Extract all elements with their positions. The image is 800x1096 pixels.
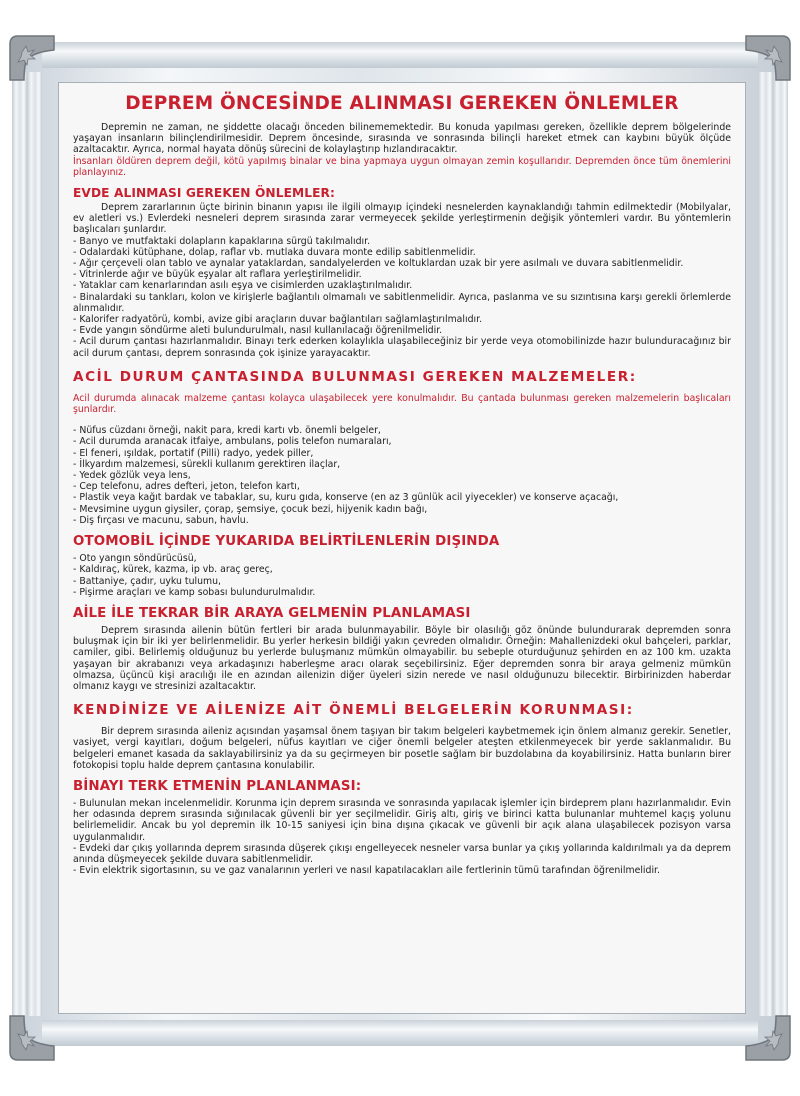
kit-heading: ACİL DURUM ÇANTASINDA BULUNMASI GEREKEN MALZEMELER: bbox=[73, 368, 637, 385]
list-item: - İlkyardım malzemesi, sürekli kullanım gerektiren ilaçlar, bbox=[73, 458, 341, 470]
list-item: - Pişirme araçları ve kamp sobası bulundurulmalıdır. bbox=[73, 586, 316, 598]
home-intro: Deprem zararlarının üçte birinin binanın yapısı ile ilgili olmayıp içindeki nesnelerden kaynaklandığı tahmin edilmektedir (Mobilyalar, ev aletleri vs.) Evlerdeki nesneleri deprem sırasında zarar vermeyecek şekilde yerleştirmenin değişik yöntemleri vardır. Bu yöntemlerin başlıcaları şunlardır. bbox=[73, 202, 731, 236]
list-item: - Evin elektrik sigortasının, su ve gaz vanalarının yerleri ve nasıl kapatılacakları aile fertlerinin tümü tarafından öğrenilmelidir. bbox=[73, 865, 660, 877]
list-item: - Mevsimine uygun giysiler, çorap, şemsiye, çocuk bezi, hijyenik kadın bağı, bbox=[73, 503, 428, 515]
list-item: - Cep telefonu, adres defteri, jeton, telefon kartı, bbox=[73, 481, 300, 493]
family-text: Deprem sırasında ailenin bütün fertleri bir arada bulunmayabilir. Böyle bir olasılığı göz önünde bulundurarak depremden sonra buluşmak için bir iki yer belirlenmelidir. Bu yerler herkesin bildiği yakın çevreden olmalıdır. Örneğin: Mahallenizdeki okul bahçeleri, parklar, camiler, gibi. Belirlemiş olduğunuz bu yerlerde buluşmanız mümkün olmayabilir. bu sebeple oturduğunuz şehirden en az 100 km. uzakta yaşayan bir akrabanızı veya arkadaşınızı haberleşme aracı olarak seçebilirsiniz. Eğer depremden sonra bir araya gelmeniz mümkün olmazsa, üçüncü kişi aracılığı ile en azından ailenizin diğer üyeleri sizin nerede ve nasıl olduğunuzu bilecektir. Birbirinizden haberdar olmanız kaygı ve stresinizi azaltacaktır. bbox=[73, 624, 731, 692]
list-item: - Battaniye, çadır, uyku tulumu, bbox=[73, 575, 222, 587]
documents-heading: KENDİNİZE VE AİLENİZE AİT ÖNEMLİ BELGELERİN KORUNMASI: bbox=[73, 702, 634, 719]
kit-list bbox=[73, 425, 731, 526]
intro-warning: İnsanları öldüren deprem değil, kötü yapılmış binalar ve bina yapmaya uygun olmayan zemin koşullarıdır. Depremden önce tüm önemlerini planlayınız. bbox=[73, 155, 731, 178]
list-item: - Kaldıraç, kürek, kazma, ip vb. araç gereç, bbox=[73, 564, 273, 576]
frame-top-bar bbox=[42, 42, 758, 68]
documents-text: Bir deprem sırasında aileniz açısından yaşamsal önem taşıyan bir takım belgeleri kaybetmemek için önlem almanız gerekir. Senetler, vasiyet, vergi kayıtları, doğum belgeleri, nüfus kayıtları ve ciğer önemli belgeler ateşten etkilenmeyecek bir yerde saklanmalıdır. Bu belgeleri emanet kasada da saklayabilirsiniz ya da su geçirmeyen bir posetle sağlam bir buzdolabına da koyabilirsiniz. Hatta bunların birer fotokopisi toplu halde deprem çantasına konulabilir. bbox=[73, 726, 731, 771]
list-item: - Acil durumda aranacak itfaiye, ambulans, polis telefon numaraları, bbox=[73, 436, 392, 448]
corner-cap-icon bbox=[4, 1010, 60, 1066]
car-list bbox=[73, 553, 731, 598]
spacer bbox=[73, 415, 731, 425]
corner-cap-icon bbox=[740, 1010, 796, 1066]
home-heading: EVDE ALINMASI GEREKEN ÖNLEMLER: bbox=[73, 186, 335, 201]
list-item: - Evde yangın söndürme aleti bulundurulmalı, nasıl kullanılacağı öğrenilmelidir. bbox=[73, 325, 443, 337]
list-item: - Banyo ve mutfaktaki dolapların kapaklarına sürgü takılmalıdır. bbox=[73, 235, 371, 247]
corner-cap-icon bbox=[4, 30, 60, 86]
evacuation-heading: BİNAYI TERK ETMENİN PLANLANMASI: bbox=[73, 778, 362, 794]
intro-text: Depremin ne zaman, ne şiddette olacağı önceden bilinememektedir. Bu konuda yapılması gereken, özellikle deprem bölgelerinde yaşayan insanların bilinçlendirilmesidir. Deprem öncesinde, sırasında ve sonrasında bilinçli hareket etmek can kaybını büyük ölçüde azaltacaktır. Ayrıca, normal hayata dönüş sürecini de kolaylaştırıp hızlandıracaktır. bbox=[73, 122, 731, 156]
home-list bbox=[73, 236, 731, 359]
list-item: - Bulunulan mekan incelenmelidir. Korunma için deprem sırasında ve sonrasında yapılacak işlemler için birdeprem planı hazırlanmalıdır. Evin her odasında deprem sırasında sığınılacak güvenli bir yer seçilmelidir. Giriş altı, giriş ve birinci katta bulunanlar muhtemel kaçış yolunu belirlemelidir. Ancak bu yol depremin ilk 10-15 saniyesi için bina dışına çıkacak ve güvenli bir açık alana ulaşabilecek pozisyon varsa uygulanmalıdır. bbox=[73, 797, 731, 843]
poster-content bbox=[73, 91, 731, 1005]
list-item: - Nüfus cüzdanı örneği, nakit para, kredi kartı vb. önemli belgeler, bbox=[73, 425, 381, 437]
kit-intro: Acil durumda alınacak malzeme çantası kolayca ulaşabilecek yere konulmalıdır. Bu çantada bulunması gereken malzemelerin başlıcaları şunlardır. bbox=[73, 392, 731, 416]
list-item: - Kalorifer radyatörü, kombi, avize gibi araçların duvar bağlantıları sağlamlaştırılmalıdır. bbox=[73, 314, 483, 326]
list-item: - Ağır çerçeveli olan tablo ve aynalar yataklardan, sandalyelerden ve koltuklardan uzak bir yere asılmalı ve duvara sabitlenmelidir. bbox=[73, 258, 684, 270]
car-heading: OTOMOBİL İÇİNDE YUKARIDA BELİRTİLENLERİN DIŞINDA bbox=[73, 534, 500, 550]
page-title: DEPREM ÖNCESİNDE ALINMASI GEREKEN ÖNLEMLER bbox=[125, 93, 679, 114]
list-item: - Yedek gözlük veya lens, bbox=[73, 470, 191, 482]
list-item: - El feneri, ışıldak, portatif (Pilli) radyo, yedek piller, bbox=[73, 447, 314, 459]
frame-left-rail bbox=[12, 72, 42, 1016]
list-item: - Oto yangın söndürücüsü, bbox=[73, 553, 197, 565]
corner-cap-icon bbox=[740, 30, 796, 86]
list-item: - Plastik veya kağıt bardak ve tabaklar, su, kuru gıda, konserve (en az 3 günlük acil yiyecekler) ve konserve açacağı, bbox=[73, 492, 619, 504]
list-item: - Odalardaki kütüphane, dolap, raflar vb. mutlaka duvara monte edilip sabitlenmelidir. bbox=[73, 246, 476, 258]
list-item: - Diş fırçası ve macunu, sabun, havlu. bbox=[73, 514, 249, 526]
frame-right-rail bbox=[758, 72, 788, 1016]
poster-board bbox=[58, 82, 746, 1014]
list-item: - Vitrinlerde ağır ve büyük eşyalar alt raflara yerleştirilmelidir. bbox=[73, 269, 362, 281]
list-item: - Acil durum çantası hazırlanmalıdır. Binayı terk ederken kolaylıkla ulaşabileceğiniz bir yerde veya otomobilinizde hazır bulunduracağınız bir acil durum çantası, deprem sonrasında çok işinize yarayacaktır. bbox=[73, 336, 731, 359]
family-heading: AİLE İLE TEKRAR BİR ARAYA GELMENİN PLANLAMASI bbox=[73, 605, 471, 621]
list-item: - Evdeki dar çıkış yollarında deprem sırasında düşerek çıkışı engelleyecek nesneler varsa bunlar ya çıkış yollarında kaldırılmalı ya da deprem anında düşmeyecek şekilde duvara sabitlenmelidir. bbox=[73, 842, 731, 865]
evacuation-list bbox=[73, 798, 731, 876]
list-item: - Yataklar cam kenarlarından asılı eşya ve cisimlerden uzaklaştırılmalıdır. bbox=[73, 280, 413, 292]
frame-bottom-bar bbox=[42, 1020, 758, 1046]
list-item: - Binalardaki su tankları, kolon ve kirişlerle bağlantılı olmamalı ve sabitlenmelidir. Ayrıca, paslanma ve su sızıntısına karşı gerekli örlemlerde alınmalıdır. bbox=[73, 291, 731, 314]
